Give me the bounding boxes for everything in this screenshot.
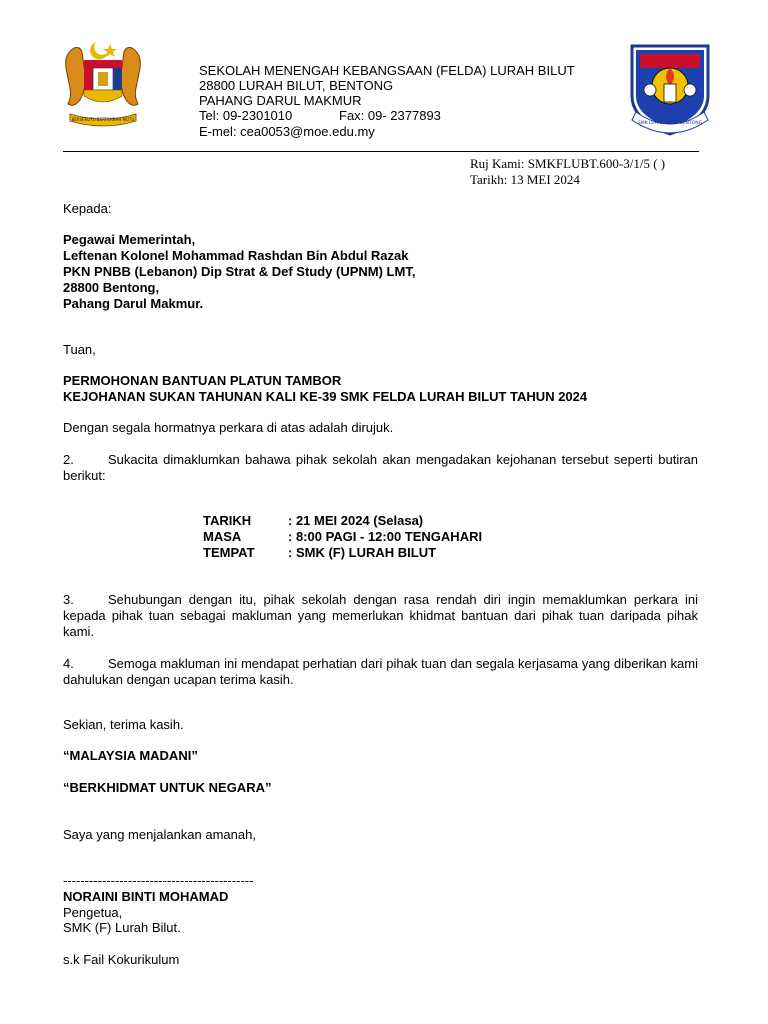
detail-row xyxy=(203,513,482,529)
recipient-line: Leftenan Kolonel Mohammad Rashdan Bin Abdul Razak xyxy=(63,248,409,263)
address-line-1: 28800 LURAH BILUT, BENTONG xyxy=(199,78,394,93)
paragraph-2 xyxy=(63,452,698,484)
closing-amanah: Saya yang menjalankan amanah, xyxy=(63,827,256,842)
paragraph-text: Semoga makluman ini mendapat perhatian dari pihak tuan dan segala kerjasama yang diberikan kami dahulukan dengan ucapan terima kasih. xyxy=(63,656,698,687)
fax: Fax: 09- 2377893 xyxy=(339,108,441,123)
recipient-line: Pegawai Memerintah, xyxy=(63,232,196,247)
signatory-name: NORAINI BINTI MOHAMAD xyxy=(63,889,229,904)
school-name: SEKOLAH MENENGAH KEBANGSAAN (FELDA) LURAH BILUT xyxy=(199,63,575,78)
intro-paragraph: Dengan segala hormatnya perkara di atas adalah dirujuk. xyxy=(63,420,394,435)
badge-scroll-text: SMK LURAH BILUT BENTONG xyxy=(637,121,703,126)
carbon-copy-note: s.k Fail Kokurikulum xyxy=(63,952,180,967)
detail-value: : SMK (F) LURAH BILUT xyxy=(288,545,437,560)
detail-row xyxy=(203,529,482,545)
school-badge-logo xyxy=(626,40,714,136)
signature-line: -------------------------------------------- xyxy=(63,873,254,888)
coat-of-arms-logo xyxy=(62,38,144,128)
slogan-malaysia-madani: “MALAYSIA MADANI” xyxy=(63,748,198,763)
address-line-2: PAHANG DARUL MAKMUR xyxy=(199,93,362,108)
closing-sekian: Sekian, terima kasih. xyxy=(63,717,184,732)
paragraph-text: Sukacita dimaklumkan bahawa pihak sekolah akan mengadakan kejohanan tersebut seperti butiran berikut: xyxy=(63,452,698,483)
paragraph-number: 2. xyxy=(63,452,74,467)
paragraph-number: 3. xyxy=(63,592,74,607)
subject-line-1: PERMOHONAN BANTUAN PLATUN TAMBOR xyxy=(63,373,342,388)
paragraph-number: 4. xyxy=(63,656,74,671)
signatory-title: Pengetua, xyxy=(63,905,123,920)
salutation: Tuan, xyxy=(63,342,96,357)
signatory-organisation: SMK (F) Lurah Bilut. xyxy=(63,920,181,935)
recipient-line: PKN PNBB (Lebanon) Dip Strat & Def Study (UPNM) LMT, xyxy=(63,264,416,279)
detail-label: TEMPAT xyxy=(203,545,255,560)
detail-value: : 21 MEI 2024 (Selasa) xyxy=(288,513,424,528)
letterhead-divider xyxy=(63,151,699,152)
kepada-label: Kepada: xyxy=(63,201,112,216)
detail-value: : 8:00 PAGI - 12:00 TENGAHARI xyxy=(288,529,483,544)
paragraph-text: Sehubungan dengan itu, pihak sekolah dengan rasa rendah diri ingin memaklumkan perkara ini kepada pihak tuan sebagai makluman yang memerlukan khidmat bantuan dari pihak tuan daripada pihak kami. xyxy=(63,592,698,639)
reference-number: Ruj Kami: SMKFLUBT.600-3/1/5 ( ) xyxy=(470,156,666,171)
slogan-berkhidmat: “BERKHIDMAT UNTUK NEGARA” xyxy=(63,780,272,795)
detail-label: TARIKH xyxy=(203,513,252,528)
detail-row xyxy=(203,545,482,561)
crest-motto-text: BERSEKUTU BERTAMBAH MUTU xyxy=(71,117,135,122)
detail-label: MASA xyxy=(203,529,242,544)
letter-date: Tarikh: 13 MEI 2024 xyxy=(470,172,580,187)
recipient-line: 28800 Bentong, xyxy=(63,280,160,295)
email: E-mel: cea0053@moe.edu.my xyxy=(199,124,375,139)
paragraph-3 xyxy=(63,592,698,640)
recipient-line: Pahang Darul Makmur. xyxy=(63,296,204,311)
telephone: Tel: 09-2301010 xyxy=(199,108,293,123)
event-details-table xyxy=(203,513,482,561)
subject-line-2: KEJOHANAN SUKAN TAHUNAN KALI KE-39 SMK FELDA LURAH BILUT TAHUN 2024 xyxy=(63,389,588,404)
paragraph-4 xyxy=(63,656,698,688)
